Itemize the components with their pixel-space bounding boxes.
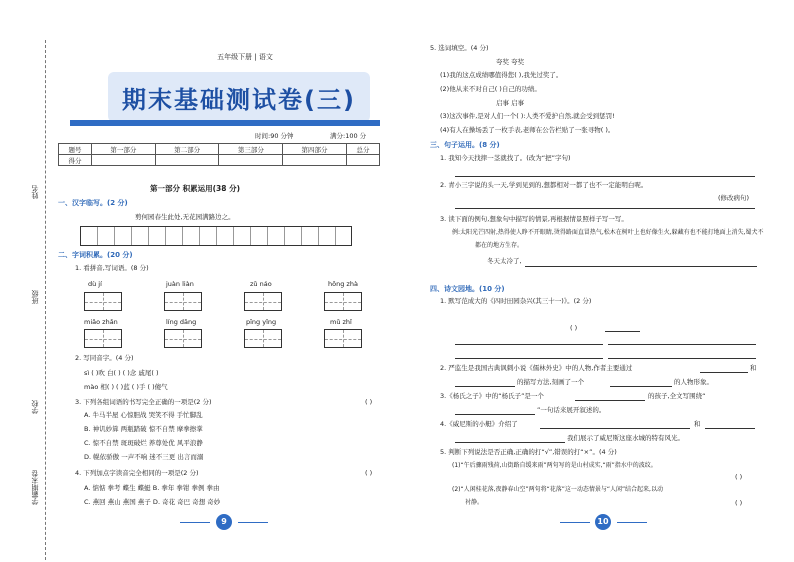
question-5: 5. 选词填空。(4 分) xyxy=(430,44,489,52)
section-4-title: 四、诗文园地。(10 分) xyxy=(430,285,505,293)
binding-margin xyxy=(0,0,52,562)
word-choices: 启事 启事 xyxy=(496,99,525,107)
pinyin-box[interactable] xyxy=(84,292,122,311)
ornament-line xyxy=(617,522,647,523)
pinyin-label: mǔ zhǐ xyxy=(330,318,352,326)
pinyin-box[interactable] xyxy=(324,292,362,311)
sentence-q1: 1. 我知今天找摔一茎就找了。(改为“把”字句) xyxy=(440,154,571,162)
pinyin-label: líng dāng xyxy=(166,318,197,326)
answer-line[interactable] xyxy=(455,414,535,415)
answer-line[interactable] xyxy=(608,358,756,359)
pinyin-box[interactable] xyxy=(244,329,282,348)
poem-q2: 2. 严监生是我国古典讽刺小说《儒林外史》中的人物,作者主要通过 xyxy=(440,364,633,372)
table-header: 第三部分 xyxy=(219,144,283,155)
pinyin-label: dù jí xyxy=(88,280,102,288)
ornament-line xyxy=(238,522,268,523)
pinyin-box[interactable] xyxy=(324,329,362,348)
table-row-label: 得分 xyxy=(59,155,92,166)
answer-paren[interactable]: ( ) xyxy=(735,473,743,481)
score-label: 满分:100 分 xyxy=(330,132,367,140)
pinyin-label: juàn liàn xyxy=(166,280,194,288)
example-cont: 都在的地方生存。 xyxy=(475,242,524,249)
pinyin-box[interactable] xyxy=(164,292,202,311)
sentence-q2: 2. 青小三字说的头一天,学到见到的,想都相对一都了也不一定能明白呢。 xyxy=(440,181,648,189)
poem-q5: 5. 判断下列说法是否正确,正确的打“√”,错误的打“×”。(4 分) xyxy=(440,448,617,456)
pinyin-label: pīng yǐng xyxy=(246,318,277,326)
q4-row: C. 燕回 燕山 燕国 燕子 D. 奇花 奇巴 奇想 奇妙 xyxy=(84,498,221,506)
school-label: 学校 xyxy=(31,400,39,414)
poem-q2-b: 的描写方法,刻画了一个 xyxy=(517,378,585,386)
answer-line[interactable] xyxy=(525,266,757,267)
score-cell[interactable] xyxy=(346,155,379,166)
question-4: 4. 下列加点字读音完全相同的一项是(2 分) xyxy=(75,469,199,477)
q5-line: (1)我的这点成绩哪值得您( ),我先过奖了。 xyxy=(440,71,563,79)
section-3-title: 三、句子运用。(8 分) xyxy=(430,141,500,149)
answer-line[interactable] xyxy=(455,386,515,387)
answer-line[interactable] xyxy=(608,344,756,345)
q2-row: sì ( )吹 白( ) ( )念 戚尾( ) xyxy=(84,369,159,377)
poem-q2-c: 的人物形象。 xyxy=(674,378,713,386)
option: D. 幌依骄傲 一声不响 迷不三更 出言而溺 xyxy=(84,453,204,461)
answer-line[interactable] xyxy=(540,428,690,429)
copy-grid[interactable] xyxy=(80,226,352,246)
pinyin-box[interactable] xyxy=(244,292,282,311)
answer-line[interactable] xyxy=(455,358,603,359)
score-cell[interactable] xyxy=(283,155,347,166)
title-banner xyxy=(108,72,370,122)
judge-2: (2)“人闲桂花落,夜静春山空”两句将“花落”这一动态情景与“人闲”结合起来,以动 xyxy=(452,486,663,493)
word-choices: 夸奖 夸奖 xyxy=(496,58,525,66)
answer-line[interactable] xyxy=(455,442,565,443)
sentence-q3: 3. 读下面的例句,想象句中描写的情景,再根据情景照样子写一写。 xyxy=(440,215,628,223)
answer-line[interactable] xyxy=(575,400,645,401)
answer-paren[interactable]: ( ) xyxy=(365,398,373,406)
section-1-title: 一、汉字临写。(2 分) xyxy=(58,199,128,207)
page-number: 10 xyxy=(595,514,611,530)
answer-line[interactable] xyxy=(605,331,640,332)
hint: (修改病句) xyxy=(718,194,750,202)
section-2-title: 二、字词积累。(20 分) xyxy=(58,251,133,259)
option: B. 神讥妙算 两瓶踏破 惊不自禁 摩拳擦掌 xyxy=(84,425,203,433)
judge-2-cont: 衬静。 xyxy=(465,499,484,506)
copy-text: 剪何园春生此处,无花园满路边之。 xyxy=(135,213,235,221)
pinyin-label: miǎo zhǎn xyxy=(84,318,118,326)
pinyin-label: zǔ náo xyxy=(250,280,272,288)
table-header: 题号 xyxy=(59,144,92,155)
answer-line[interactable] xyxy=(455,344,603,345)
pinyin-label: hōng zhà xyxy=(328,280,358,288)
class-label: 班级 xyxy=(31,290,39,304)
table-header: 第二部分 xyxy=(155,144,219,155)
cut-line xyxy=(45,40,46,560)
prompt: 冬天太冷了, xyxy=(487,257,522,265)
poem-q3: 3.《杨氏之子》中的“杨氏子”是一个 xyxy=(440,392,544,400)
table-header: 第四部分 xyxy=(283,144,347,155)
table-header: 第一部分 xyxy=(92,144,156,155)
answer-line[interactable] xyxy=(700,372,748,373)
poem-q1: 1. 默写范成大的《四时田园杂兴(其三十一)》。(2 分) xyxy=(440,297,592,305)
page-title: 期末基础测试卷(三) xyxy=(122,86,356,114)
score-cell[interactable] xyxy=(219,155,283,166)
grade-label: 五年级下册 | 语文 xyxy=(217,53,273,61)
answer-paren[interactable]: ( ) xyxy=(365,469,373,477)
time-label: 时间:90 分钟 xyxy=(255,132,294,140)
ornament-line xyxy=(560,522,590,523)
poem-q3-b: 的孩子,全文写围绕“ xyxy=(648,392,706,400)
option: C. 惊不自禁 斑斑破烂 养尊处优 风平浪静 xyxy=(84,439,203,447)
poem-q4-c: 我们展示了威尼斯这座水城的特有风光。 xyxy=(567,434,684,442)
score-table xyxy=(58,143,380,166)
question-2: 2. 写同音字。(4 分) xyxy=(75,354,134,362)
answer-line[interactable] xyxy=(610,386,672,387)
q2-row: mào 相( ) ( )蓝 ( )手 ( )傻气 xyxy=(84,383,168,391)
answer-paren[interactable]: ( ) xyxy=(735,499,743,507)
pinyin-box[interactable] xyxy=(164,329,202,348)
pinyin-box[interactable] xyxy=(84,329,122,348)
name-label: 姓名 xyxy=(31,185,39,199)
option: A. 牛马半屋 心惊胆战 哭笑不得 手忙脚乱 xyxy=(84,411,203,419)
poem-q4: 4.《威尼斯的小艇》介绍了 xyxy=(440,420,518,428)
q4-row: A. 惦惦 拳考 蝶生 蝶蜓 B. 拳年 拳钳 拳例 拳由 xyxy=(84,484,220,492)
q5-line: (4)有人在操场丢了一枚手表,老师在公告栏贴了一张寻物( )。 xyxy=(440,126,615,134)
question-3: 3. 下列各组词语的书写完全正确的一项是(2 分) xyxy=(75,398,212,406)
q5-line: (2)他从来不对自己( )自己的功绩。 xyxy=(440,85,541,93)
judge-1: (1)“午后骤雨残荷,山街路自缓来雨”两句写的是山村成实,“雨”指水中的波纹。 xyxy=(452,462,657,469)
question-1: 1. 看拼音,写词语。(8 分) xyxy=(75,264,149,272)
table-header: 总分 xyxy=(346,144,379,155)
example: 例:太阳光芒四射,热得使人睁不开眼睛,烫得路面直冒热气,松木在树叶上也好像生火,躲藏有也不能打地面上消失,蜀犬不 xyxy=(452,229,764,236)
score-cell[interactable] xyxy=(155,155,219,166)
answer-paren[interactable]: ( ) xyxy=(570,324,578,332)
title-ribbon xyxy=(70,120,380,126)
answer-line[interactable] xyxy=(455,176,755,177)
poem-q4-b: 和 xyxy=(694,420,701,428)
and-text: 和 xyxy=(750,364,757,372)
part1-title: 第一部分 积累运用(38 分) xyxy=(150,184,241,193)
page-number: 9 xyxy=(216,514,232,530)
ornament-line xyxy=(180,522,210,523)
column-label: 学霸期末卷 xyxy=(31,470,39,505)
score-cell[interactable] xyxy=(92,155,156,166)
poem-q3-c: ”一句话来展开叙述的。 xyxy=(537,406,606,414)
q5-line: (3)这次事件,是对人们一个( ):人类不爱护自然,就会受到惩罚! xyxy=(440,112,615,120)
answer-line[interactable] xyxy=(455,208,755,209)
answer-line[interactable] xyxy=(705,428,755,429)
